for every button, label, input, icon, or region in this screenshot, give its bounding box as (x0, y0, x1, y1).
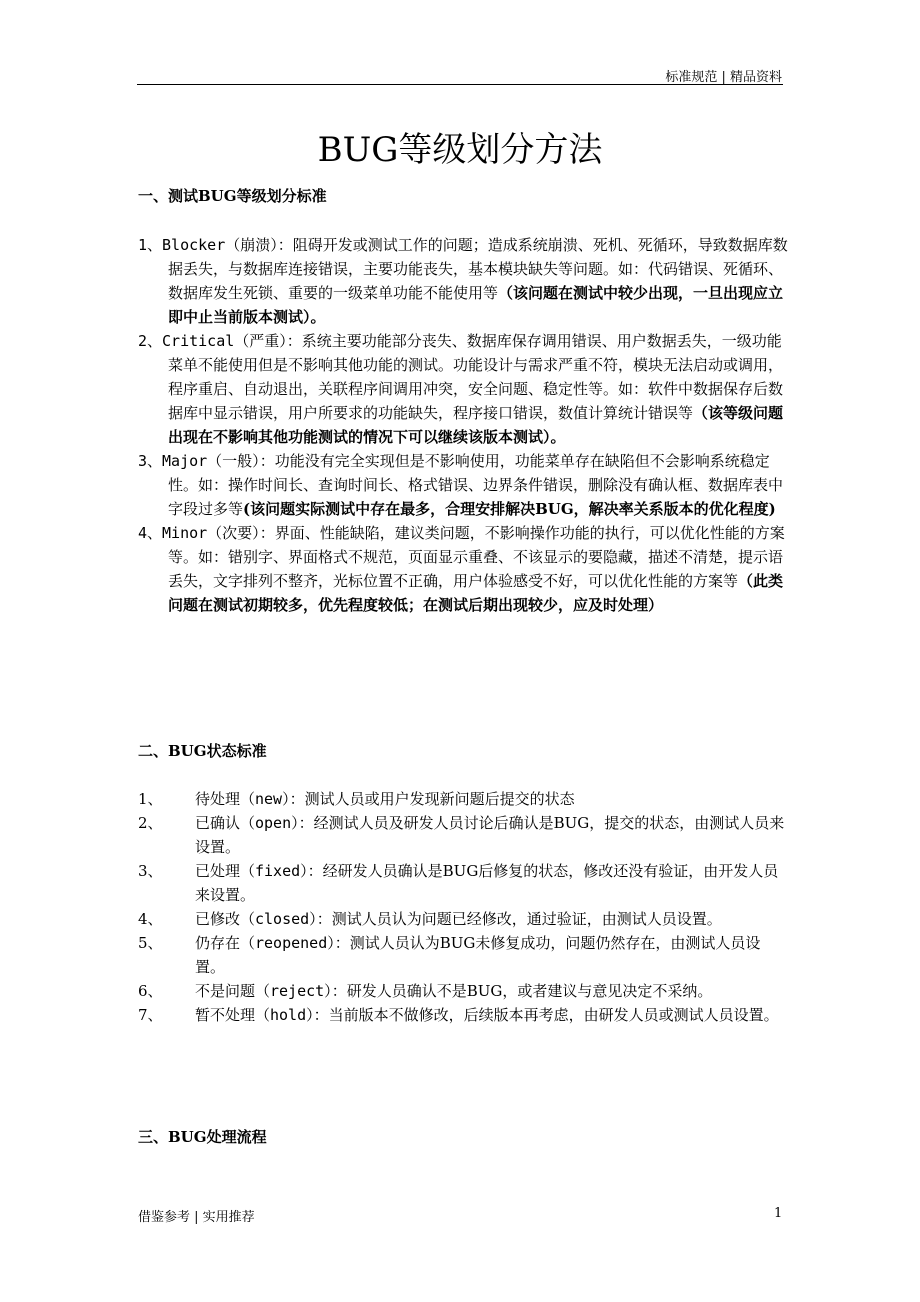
item-number: 5、 (138, 934, 163, 952)
status-item-fixed (138, 859, 788, 907)
severity-item-blocker (138, 233, 788, 329)
status-item-hold (138, 1003, 788, 1027)
item-number: 7、 (138, 1006, 163, 1024)
status-item-closed (138, 907, 788, 931)
item-number: 1、 (138, 236, 163, 254)
item-term: Blocker（崩溃） (162, 236, 278, 254)
item-description: ：系统主要功能部分丧失、数据库保存调用错误、用户数据丢失，一级功能菜单不能使用但是不影响其他功能的测试。功能设计与需求严重不符，模块无法启动或调用，程序重启、自动退出，关联程序间调用冲突，安全问题、稳定性等。如：软件中数据保存后数据库中显示错误，用户所要求的功能缺失，程序接口错误，数值计算统计错误等 (168, 332, 784, 422)
section1-heading: 一、测试BUG等级划分标准 (138, 187, 327, 205)
item-term: 待处理（new） (195, 790, 290, 808)
item-note: （此类问题在测试初期较多，优先程度较低；在测试后期出现较少，应及时处理） (168, 572, 784, 614)
item-note: （该问题在测试中较少出现，一旦出现应立即中止当前版本测试）。 (168, 284, 784, 326)
item-description: ：测试人员或用户发现新问题后提交的状态 (289, 790, 575, 808)
section3-heading: 三、BUG处理流程 (138, 1128, 267, 1146)
severity-list (138, 233, 788, 617)
item-term: 暂不处理（hold） (195, 1006, 314, 1024)
item-number: 2、 (138, 332, 163, 350)
item-note: (该问题实际测试中存在最多，合理安排解决BUG，解决率关系版本的优化程度) (243, 500, 776, 518)
item-description: ：经研发人员确认是BUG后修复的状态，修改还没有验证，由开发人员来设置。 (195, 862, 779, 904)
item-term: Minor（次要） (162, 524, 260, 542)
item-number: 1、 (138, 790, 163, 808)
header-rule (137, 84, 783, 85)
item-term: 仍存在（reopened） (195, 934, 335, 952)
item-description: ：阻碍开发或测试工作的问题；造成系统崩溃、死机、死循环，导致数据库数据丢失，与数据库连接错误，主要功能丧失，基本模块缺失等问题。如：代码错误、死循环、数据库发生死锁、重要的一级菜单功能不能使用等 (168, 236, 788, 302)
severity-item-critical (138, 329, 788, 449)
status-item-reject (138, 979, 788, 1003)
item-number: 4、 (138, 524, 163, 542)
status-item-open (138, 811, 788, 859)
item-description: ：经测试人员及研发人员讨论后确认是BUG，提交的状态，由测试人员来设置。 (195, 814, 785, 856)
item-term: 不是问题（reject） (195, 982, 332, 1000)
page-number: 1 (774, 1206, 783, 1221)
item-description: ：测试人员认为问题已经修改，通过验证，由测试人员设置。 (316, 910, 722, 928)
item-term: 已确认（open） (195, 814, 299, 832)
item-description: ：功能没有完全实现但是不影响使用，功能菜单存在缺陷但不会影响系统稳定性。如：操作时间长、查询时间长、格式错误、边界条件错误，删除没有确认框、数据库表中字段过多等 (168, 452, 784, 518)
item-number: 3、 (138, 452, 163, 470)
item-term: 已处理（fixed） (195, 862, 308, 880)
section2-heading: 二、BUG状态标准 (138, 742, 267, 760)
page-footer: 借鉴参考 | 实用推荐 (138, 1210, 255, 1225)
item-term: Critical（严重） (162, 332, 287, 350)
item-term: 已修改（closed） (195, 910, 317, 928)
item-number: 4、 (138, 910, 163, 928)
status-item-new (138, 787, 788, 811)
item-term: Major（一般） (162, 452, 260, 470)
item-description: ：界面、性能缺陷，建议类问题，不影响操作功能的执行，可以优化性能的方案等。如：错别字、界面格式不规范，页面显示重叠、不该显示的要隐藏，描述不清楚，提示语丢失，文字排列不整齐，光标位置不正确，用户体验感受不好，可以优化性能的方案等 (168, 524, 785, 590)
item-number: 3、 (138, 862, 163, 880)
severity-item-minor (138, 521, 788, 617)
item-description: ：测试人员认为BUG未修复成功，问题仍然存在，由测试人员设置。 (195, 934, 761, 976)
item-number: 6、 (138, 982, 163, 1000)
item-description: ：研发人员确认不是BUG，或者建议与意见决定不采纳。 (331, 982, 713, 1000)
status-list (138, 787, 788, 1027)
item-note: （该等级问题出现在不影响其他功能测试的情况下可以继续该版本测试）。 (168, 404, 784, 446)
status-item-reopened (138, 931, 788, 979)
item-number: 2、 (138, 814, 163, 832)
item-description: ：当前版本不做修改，后续版本再考虑，由研发人员或测试人员设置。 (313, 1006, 779, 1024)
page-header: 标准规范 | 精品资料 (665, 70, 782, 85)
severity-item-major (138, 449, 788, 521)
document-title: BUG等级划分方法 (317, 130, 603, 170)
